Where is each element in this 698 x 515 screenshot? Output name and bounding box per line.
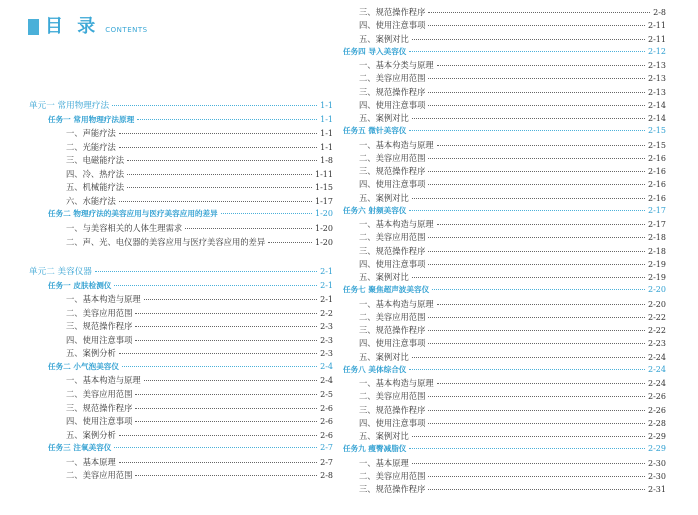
toc-entry-item[interactable]	[66, 236, 333, 248]
toc-entry-page: 2-6	[320, 430, 333, 440]
toc-entry-page: 2-20	[648, 299, 666, 309]
toc-entry-item[interactable]	[66, 307, 333, 319]
toc-entry-page: 2-24	[648, 364, 666, 374]
toc-entry-page: 2-12	[648, 46, 666, 56]
dot-leader	[428, 423, 645, 424]
dot-leader	[119, 133, 317, 134]
page-title: 目 录	[45, 16, 100, 37]
toc-entry-title: 四、使用注意事项	[359, 20, 426, 31]
dot-leader	[428, 105, 645, 106]
dot-leader	[114, 447, 317, 448]
toc-entry-task[interactable]	[343, 443, 666, 455]
toc-entry-page: 1-1	[320, 142, 333, 152]
dot-leader	[412, 357, 645, 358]
dot-leader	[114, 285, 317, 286]
toc-entry-item[interactable]	[359, 19, 666, 31]
toc-entry-item[interactable]	[66, 402, 333, 414]
dot-leader	[428, 317, 645, 318]
toc-entry-task[interactable]	[343, 125, 666, 137]
toc-entry-page: 2-17	[648, 205, 666, 215]
toc-entry-page: 2-16	[648, 153, 666, 163]
toc-entry-page: 1-17	[315, 196, 333, 206]
toc-entry-title: 二、美容应用范围	[359, 470, 426, 481]
dot-leader	[409, 448, 645, 449]
toc-entry-title: 二、美容应用范围	[66, 307, 133, 318]
toc-entry-page: 1-20	[315, 223, 333, 233]
toc-entry-title: 任务七 聚焦超声波美容仪	[343, 285, 430, 295]
toc-entry-page: 1-15	[315, 183, 333, 193]
dot-leader	[122, 366, 317, 367]
toc-entry-page: 2-24	[648, 352, 666, 362]
toc-entry-page: 2-13	[648, 74, 666, 84]
dot-leader	[119, 353, 317, 354]
dot-leader	[135, 313, 317, 314]
toc-entry-title: 四、使用注意事项	[359, 258, 426, 269]
toc-entry-item[interactable]	[359, 178, 666, 190]
dot-leader	[412, 198, 645, 199]
toc-entry-page: 2-26	[648, 392, 666, 402]
dot-leader	[437, 383, 645, 384]
toc-entry-title: 二、声、光、电仪器的美容应用与医疗美容应用的差异	[66, 236, 266, 247]
toc-entry-title: 三、规范操作程序	[359, 245, 426, 256]
toc-entry-page: 1-11	[315, 169, 333, 179]
toc-entry-task[interactable]	[343, 46, 666, 58]
toc-entry-title: 五、案例分析	[66, 348, 116, 359]
toc-entry-title: 五、案例对比	[359, 33, 409, 44]
dot-leader	[412, 436, 645, 437]
toc-entry-item[interactable]	[66, 168, 333, 180]
dot-leader	[119, 462, 317, 463]
dot-leader	[428, 12, 650, 13]
dot-leader	[119, 435, 317, 436]
toc-entry-page: 1-20	[315, 237, 333, 247]
toc-entry-title: 五、机械能疗法	[66, 182, 125, 193]
toc-entry-title: 二、美容应用范围	[359, 311, 426, 322]
toc-entry-title: 四、使用注意事项	[359, 99, 426, 110]
toc-entry-task[interactable]	[343, 205, 666, 217]
toc-entry-title: 二、光能疗法	[66, 141, 116, 152]
toc-entry-title: 五、案例对比	[359, 113, 409, 123]
toc-entry-item[interactable]	[66, 334, 333, 346]
toc-entry-item[interactable]	[359, 377, 666, 389]
toc-entry-page: 2-15	[648, 126, 666, 136]
toc-entry-item[interactable]	[359, 86, 666, 98]
toc-entry-item[interactable]	[359, 33, 666, 45]
toc-entry-title: 二、美容应用范围	[66, 470, 133, 481]
toc-entry-page: 2-19	[648, 259, 666, 269]
toc-entry-title: 五、案例分析	[66, 429, 116, 440]
toc-entry-page: 2-3	[320, 335, 333, 345]
toc-entry-item[interactable]	[359, 6, 666, 18]
toc-entry-item[interactable]	[359, 72, 666, 84]
dot-leader	[135, 394, 317, 395]
toc-entry-page: 2-14	[648, 114, 666, 123]
toc-entry-item[interactable]	[66, 154, 333, 166]
dot-leader	[432, 289, 645, 290]
toc-entry-page: 2-28	[648, 418, 666, 428]
toc-entry-title: 任务五 微针美容仪	[343, 126, 407, 136]
dot-leader	[428, 343, 645, 344]
dot-leader	[428, 396, 645, 397]
toc-entry-task[interactable]	[48, 114, 333, 126]
toc-entry-page: 2-11	[648, 21, 666, 31]
dot-leader	[428, 184, 645, 185]
dot-leader	[127, 160, 317, 161]
dot-leader	[412, 39, 645, 40]
toc-entry-unit[interactable]	[29, 100, 333, 112]
toc-entry-page: 2-16	[648, 193, 666, 203]
toc-entry-title: 三、规范操作程序	[359, 404, 426, 415]
dot-leader	[428, 330, 645, 331]
toc-entry-page: 2-1	[320, 295, 333, 305]
toc-entry-task[interactable]	[48, 280, 333, 292]
toc-entry-item[interactable]	[359, 258, 666, 270]
toc-entry-item[interactable]	[359, 245, 666, 257]
toc-entry-page: 2-3	[320, 322, 333, 332]
toc-entry-title: 三、规范操作程序	[359, 484, 426, 494]
toc-entry-item[interactable]	[359, 152, 666, 164]
toc-entry-title: 五、案例对比	[359, 192, 409, 203]
dot-leader	[409, 210, 645, 211]
toc-entry-title: 任务一 常用物理疗法原理	[48, 114, 135, 124]
toc-entry-page: 2-29	[648, 444, 666, 454]
toc-entry-item[interactable]	[359, 337, 666, 349]
toc-entry-page: 2-13	[648, 61, 666, 70]
toc-header	[28, 12, 148, 38]
dot-leader	[127, 174, 312, 175]
toc-entry-title: 一、基本构造与原理	[359, 139, 434, 150]
toc-entry-page: 2-18	[648, 246, 666, 256]
dot-leader	[437, 224, 645, 225]
toc-entry-title: 四、使用注意事项	[66, 334, 133, 345]
toc-entry-item[interactable]	[66, 127, 333, 139]
toc-entry-task[interactable]	[343, 284, 666, 296]
toc-entry-title: 任务三 注氧美容仪	[48, 443, 112, 453]
toc-entry-page: 2-18	[648, 233, 666, 243]
toc-entry-title: 四、使用注意事项	[359, 179, 426, 190]
toc-entry-title: 一、基本构造与原理	[359, 378, 434, 388]
toc-entry-title: 六、水能疗法	[66, 195, 116, 206]
toc-entry-page: 2-16	[648, 167, 666, 176]
dot-leader	[428, 264, 645, 265]
toc-entry-page: 2-1	[320, 280, 333, 290]
dot-leader	[428, 237, 645, 238]
toc-entry-page: 2-17	[648, 220, 666, 229]
toc-entry-title: 一、基本构造与原理	[66, 375, 141, 386]
dot-leader	[144, 380, 317, 381]
dot-leader	[112, 105, 317, 106]
toc-entry-task[interactable]	[343, 364, 666, 376]
toc-entry-page: 2-7	[320, 443, 333, 453]
toc-entry-title: 二、美容应用范围	[359, 152, 426, 163]
toc-entry-page: 2-8	[320, 471, 333, 481]
dot-leader	[135, 340, 317, 341]
dot-leader	[428, 410, 645, 411]
toc-entry-title: 任务六 射频美容仪	[343, 205, 407, 215]
toc-entry-page: 2-4	[320, 376, 333, 386]
toc-entry-page: 1-1	[320, 114, 333, 124]
toc-entry-title: 任务八 美体综合仪	[343, 364, 407, 374]
toc-entry-title: 一、基本原理	[66, 456, 116, 467]
toc-entry-title: 任务一 皮肤检测仪	[48, 280, 112, 290]
toc-entry-title: 任务二 物理疗法的美容应用与医疗美容应用的差异	[48, 209, 218, 219]
toc-entry-task[interactable]	[48, 208, 333, 220]
toc-entry-item[interactable]	[66, 415, 333, 427]
toc-entry-page: 2-16	[648, 180, 666, 190]
toc-entry-title: 一、与美容相关的人体生理需求	[66, 222, 183, 233]
dot-leader	[428, 489, 645, 490]
dot-leader	[127, 187, 312, 188]
toc-entry-title: 一、基本构造与原理	[359, 298, 434, 309]
dot-leader	[437, 145, 645, 146]
toc-entry-title: 五、案例对比	[359, 351, 409, 362]
toc-entry-title: 任务九 瘦臀减脂仪	[343, 444, 407, 454]
toc-entry-title: 三、规范操作程序	[359, 166, 426, 176]
toc-entry-page: 2-14	[648, 100, 666, 110]
toc-entry-page: 2-4	[320, 361, 333, 371]
toc-entry-item[interactable]	[66, 141, 333, 153]
toc-entry-title: 一、基本构造与原理	[66, 294, 141, 305]
toc-entry-title: 单元二 美容仪器	[29, 267, 92, 278]
toc-entry-page: 2-30	[648, 458, 666, 468]
toc-entry-item[interactable]	[359, 324, 666, 336]
toc-entry-page: 2-5	[320, 390, 333, 399]
dot-leader	[428, 171, 645, 172]
toc-entry-title: 二、美容应用范围	[359, 232, 426, 243]
toc-entry-item[interactable]	[66, 469, 333, 481]
dot-leader	[428, 25, 645, 26]
toc-entry-page: 2-24	[648, 379, 666, 388]
dot-leader	[428, 78, 645, 79]
toc-entry-item[interactable]	[359, 483, 666, 495]
dot-leader	[185, 228, 312, 229]
toc-entry-item[interactable]	[359, 218, 666, 230]
toc-entry-item[interactable]	[359, 99, 666, 111]
toc-entry-title: 二、美容应用范围	[359, 73, 426, 84]
toc-entry-title: 三、规范操作程序	[359, 325, 426, 335]
dot-leader	[119, 147, 317, 148]
toc-entry-item[interactable]	[359, 59, 666, 71]
toc-entry-title: 四、使用注意事项	[66, 416, 133, 427]
toc-entry-title: 三、规范操作程序	[66, 402, 133, 413]
toc-entry-item[interactable]	[359, 457, 666, 469]
dot-leader	[137, 119, 317, 120]
toc-entry-title: 三、规范操作程序	[66, 321, 133, 332]
toc-entry-page: 2-31	[648, 485, 666, 494]
toc-entry-page: 2-3	[320, 349, 333, 359]
dot-leader	[119, 201, 312, 202]
toc-entry-title: 一、声能疗法	[66, 128, 116, 139]
toc-entry-page: 2-11	[648, 34, 666, 44]
toc-entry-page: 2-22	[648, 312, 666, 322]
toc-entry-item[interactable]	[359, 390, 666, 402]
toc-entry-title: 任务四 导入美容仪	[343, 46, 407, 56]
toc-entry-title: 三、电磁能疗法	[66, 155, 125, 166]
dot-leader	[268, 242, 312, 243]
toc-entry-page: 2-23	[648, 339, 666, 349]
toc-entry-title: 任务二 小气泡美容仪	[48, 361, 119, 371]
dot-leader	[135, 408, 317, 409]
dot-leader	[412, 277, 645, 278]
toc-entry-item[interactable]	[359, 351, 666, 363]
toc-entry-title: 一、基本构造与原理	[359, 219, 434, 229]
dot-leader	[135, 475, 317, 476]
toc-entry-item[interactable]	[66, 374, 333, 386]
page-subtitle: CONTENTS	[105, 26, 148, 34]
toc-entry-item[interactable]	[66, 429, 333, 441]
toc-entry-item[interactable]	[359, 404, 666, 416]
toc-entry-title: 单元一 常用物理疗法	[29, 101, 110, 111]
toc-entry-title: 四、冷、热疗法	[66, 168, 125, 179]
toc-entry-item[interactable]	[359, 271, 666, 283]
toc-entry-page: 2-8	[653, 8, 666, 17]
dot-leader	[409, 369, 645, 370]
toc-entry-page: 2-30	[648, 471, 666, 481]
toc-entry-page: 2-6	[320, 403, 333, 413]
toc-entry-title: 二、美容应用范围	[359, 391, 426, 402]
toc-entry-title: 四、使用注意事项	[359, 338, 426, 349]
dot-leader	[428, 251, 645, 252]
dot-leader	[144, 299, 317, 300]
toc-entry-item[interactable]	[359, 165, 666, 177]
toc-entry-page: 2-2	[320, 308, 333, 318]
toc-entry-title: 一、基本原理	[359, 457, 409, 468]
header-accent-mark	[28, 19, 39, 35]
toc-entry-page: 1-1	[320, 101, 333, 110]
toc-entry-page: 2-7	[320, 457, 333, 467]
toc-entry-page: 2-20	[648, 285, 666, 295]
toc-entry-item[interactable]	[359, 430, 666, 442]
toc-entry-page: 1-1	[320, 129, 333, 139]
toc-entry-title: 三、规范操作程序	[359, 86, 426, 97]
toc-entry-item[interactable]	[66, 320, 333, 332]
dot-leader	[135, 421, 317, 422]
toc-entry-item[interactable]	[66, 222, 333, 234]
toc-entry-task[interactable]	[48, 442, 333, 454]
toc-entry-item[interactable]	[359, 298, 666, 310]
toc-entry-page: 2-29	[648, 432, 666, 441]
toc-entry-unit[interactable]	[29, 266, 333, 278]
dot-leader	[409, 130, 645, 131]
dot-leader	[135, 326, 317, 327]
toc-entry-page: 2-19	[648, 273, 666, 282]
toc-entry-item[interactable]	[359, 192, 666, 204]
toc-entry-page: 2-22	[648, 326, 666, 335]
dot-leader	[428, 92, 645, 93]
toc-entry-item[interactable]	[66, 456, 333, 468]
toc-entry-item[interactable]	[66, 347, 333, 359]
dot-leader	[437, 304, 645, 305]
dot-leader	[412, 463, 645, 464]
toc-entry-item[interactable]	[359, 231, 666, 243]
toc-entry-title: 四、使用注意事项	[359, 417, 426, 428]
toc-entry-item[interactable]	[359, 417, 666, 429]
toc-entry-title: 一、基本分类与原理	[359, 60, 434, 70]
toc-entry-title: 二、美容应用范围	[66, 389, 133, 399]
toc-entry-item[interactable]	[359, 139, 666, 151]
toc-entry-item[interactable]	[66, 388, 333, 400]
toc-entry-page: 2-26	[648, 405, 666, 415]
toc-entry-title: 三、规范操作程序	[359, 7, 426, 17]
dot-leader	[95, 271, 317, 272]
toc-entry-item[interactable]	[359, 112, 666, 124]
toc-entry-item[interactable]	[359, 311, 666, 323]
toc-entry-item[interactable]	[66, 195, 333, 207]
toc-entry-item[interactable]	[66, 293, 333, 305]
toc-entry-page: 2-6	[320, 417, 333, 427]
dot-leader	[412, 118, 645, 119]
toc-entry-page: 2-13	[648, 87, 666, 97]
dot-leader	[437, 65, 645, 66]
toc-entry-page: 2-15	[648, 140, 666, 150]
toc-entry-item[interactable]	[359, 470, 666, 482]
dot-leader	[428, 158, 645, 159]
toc-entry-title: 五、案例对比	[359, 431, 409, 441]
toc-entry-page: 2-1	[320, 267, 333, 277]
toc-entry-item[interactable]	[66, 181, 333, 193]
dot-leader	[409, 51, 645, 52]
dot-leader	[428, 476, 645, 477]
toc-entry-page: 1-8	[320, 156, 333, 166]
toc-entry-title: 五、案例对比	[359, 272, 409, 282]
toc-entry-page: 1-20	[315, 209, 333, 219]
dot-leader	[221, 213, 312, 214]
toc-entry-task[interactable]	[48, 361, 333, 373]
